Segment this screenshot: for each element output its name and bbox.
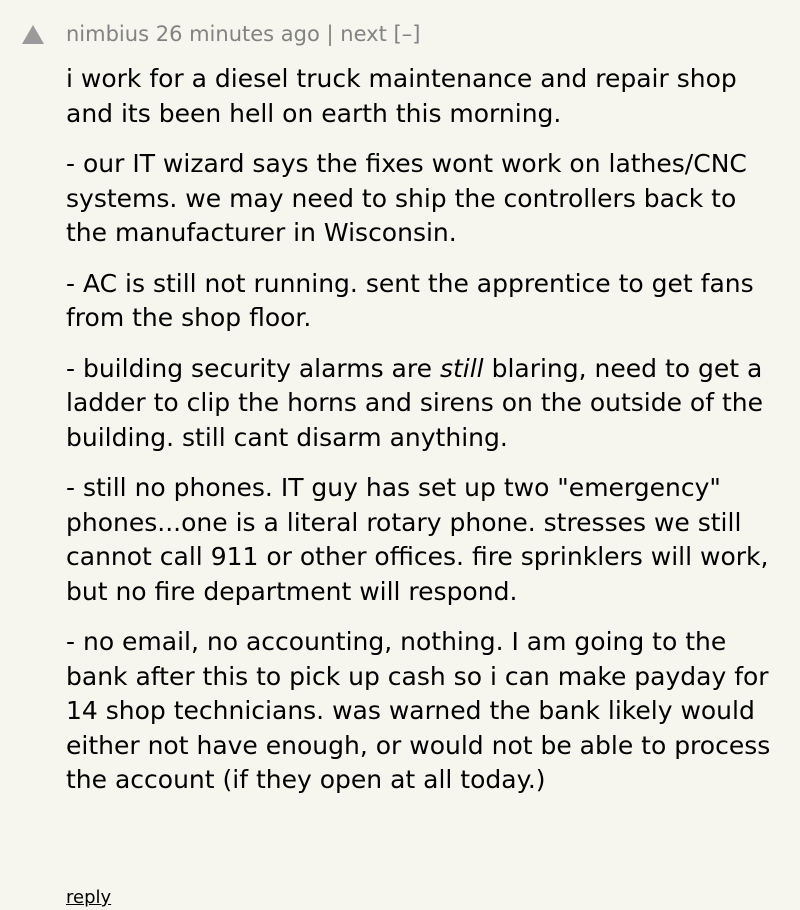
next-link[interactable]: next	[340, 22, 387, 46]
comment-paragraph	[66, 352, 778, 456]
comment-paragraph: - AC is still not running. sent the apprentice to get fans from the shop floor.	[66, 268, 754, 332]
paragraph-text: blaring, need to get a ladder to clip the horns and sirens on the outside of the building. still cant disarm anything.	[66, 353, 763, 452]
comment-text	[66, 62, 778, 814]
comment-meta	[66, 20, 420, 48]
comment-header	[0, 18, 800, 52]
author-link[interactable]: nimbius	[66, 22, 150, 46]
comment-paragraph: - still no phones. IT guy has set up two "emergency" phones...one is a literal rotary phone. stresses we still cannot call 911 or other offices. fire sprinklers will work, but no fire department will respond.	[66, 473, 769, 606]
collapse-toggle[interactable]: [–]	[393, 22, 421, 46]
age-link[interactable]: 26 minutes ago	[155, 22, 320, 46]
meta-separator: |	[326, 22, 334, 46]
upvote-arrow-icon[interactable]	[22, 25, 44, 44]
comment-paragraph: - our IT wizard says the fixes wont work on lathes/CNC systems. we may need to ship the controllers back to the manufacturer in Wisconsin.	[66, 149, 747, 247]
reply-link[interactable]: reply	[66, 887, 112, 908]
paragraph-text: - building security alarms are	[66, 353, 440, 383]
comment-paragraph: - no email, no accounting, nothing. I am going to the bank after this to pick up cash so i can make payday for 14 shop technicians. was warned the bank likely would either not have enough, or would not be able to process the account (if they open at all today.)	[66, 627, 771, 794]
comment-paragraph: i work for a diesel truck maintenance and repair shop and its been hell on earth this morning.	[66, 64, 737, 128]
emphasis-text: still	[439, 353, 484, 383]
